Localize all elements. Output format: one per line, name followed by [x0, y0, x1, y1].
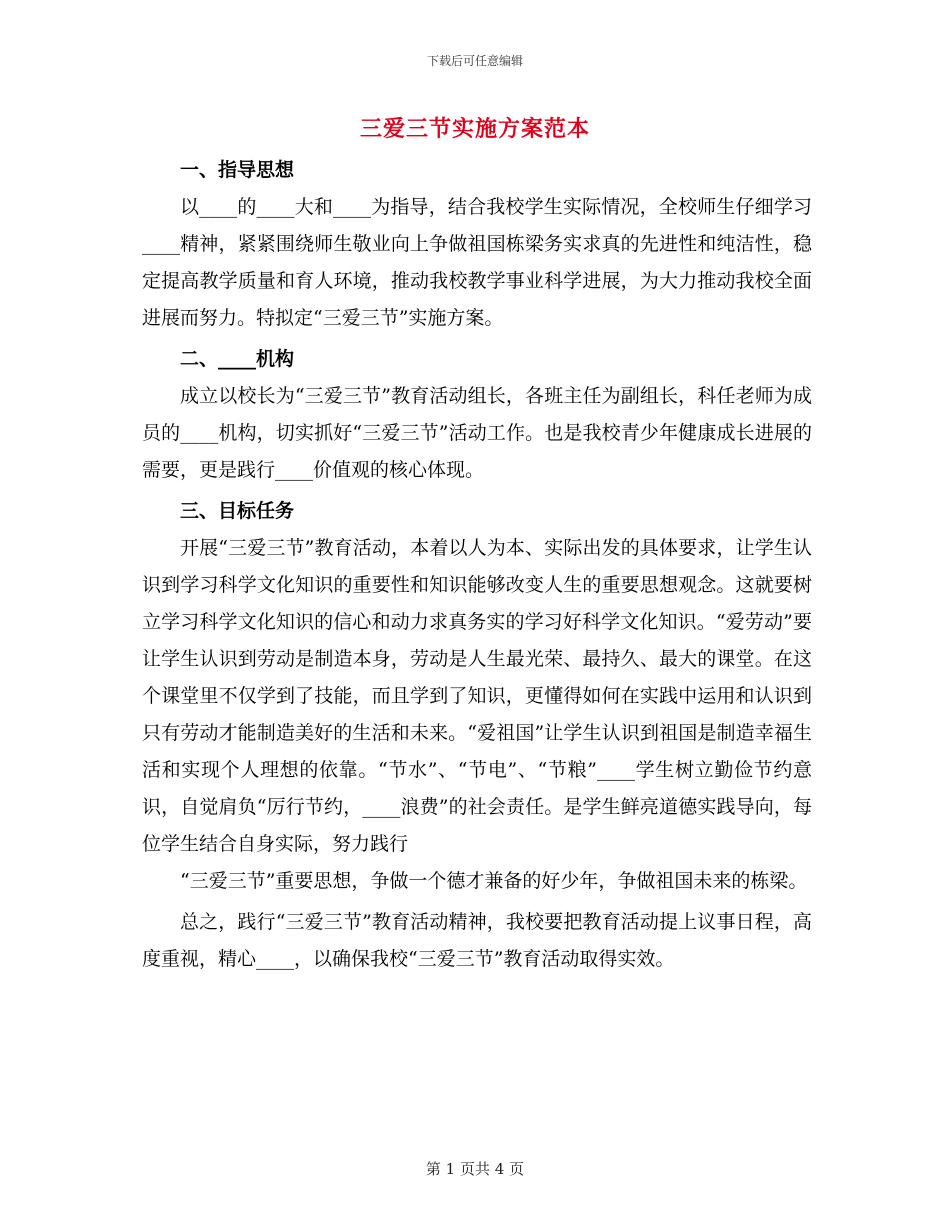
- section-heading-organization: 二、____机构: [180, 348, 295, 370]
- paragraph: “三爱三节”重要思想，争做一个德才兼备的好少年，争做祖国未来的栋梁。: [180, 870, 808, 892]
- section-heading-goals: 三、目标任务: [180, 500, 295, 522]
- document-body: [142, 152, 812, 978]
- document-title: 三爱三节实施方案范本: [359, 116, 590, 142]
- page-footer: 第 1 页共 4 页: [425, 1160, 525, 1178]
- paragraph: 成立以校长为“三爱三节”教育活动组长，各班主任为副组长，科任老师为成员的____机构，切实抓好“三爱三节”活动工作。也是我校青少年健康成长进展的需要，更是践行____价值观的核心体现。: [142, 385, 812, 481]
- section-heading-guiding-ideology: 一、指导思想: [180, 159, 295, 181]
- paragraph: 总之，践行“三爱三节”教育活动精神，我校要把教育活动提上议事日程，高度重视，精心____，以确保我校“三爱三节”教育活动取得实效。: [142, 911, 812, 970]
- page-header: 下载后可任意编辑: [426, 54, 523, 68]
- paragraph: 开展“三爱三节”教育活动，本着以人为本、实际出发的具体要求，让学生认识到学习科学文化知识的重要性和知识能够改变人生的重要思想观念。这就要树立学习科学文化知识的信心和动力求真务实的学习好科学文化知识。“爱劳动”要让学生认识到劳动是制造本身，劳动是人生最光荣、最持久、最大的课堂。在这个课堂里不仅学到了技能，而且学到了知识，更懂得如何在实践中运用和认识到只有劳动才能制造美好的生活和未来。“爱祖国”让学生认识到祖国是制造幸福生活和实现个人理想的依靠。“节水”、“节电”、“节粮”____学生树立勤俭节约意识，自觉肩负“厉行节约，____浪费”的社会责任。是学生鲜亮道德实践导向，每位学生结合自身实际，努力践行: [142, 537, 812, 855]
- paragraph: 以____的____大和____为指导，结合我校学生实际情况，全校师生仔细学习____精神，紧紧围绕师生敬业向上争做祖国栋梁务实求真的先进性和纯洁性，稳定提高教学质量和育人环境，推动我校教学事业科学进展，为大力推动我校全面进展而努力。特拟定“三爱三节”实施方案。: [142, 196, 812, 329]
